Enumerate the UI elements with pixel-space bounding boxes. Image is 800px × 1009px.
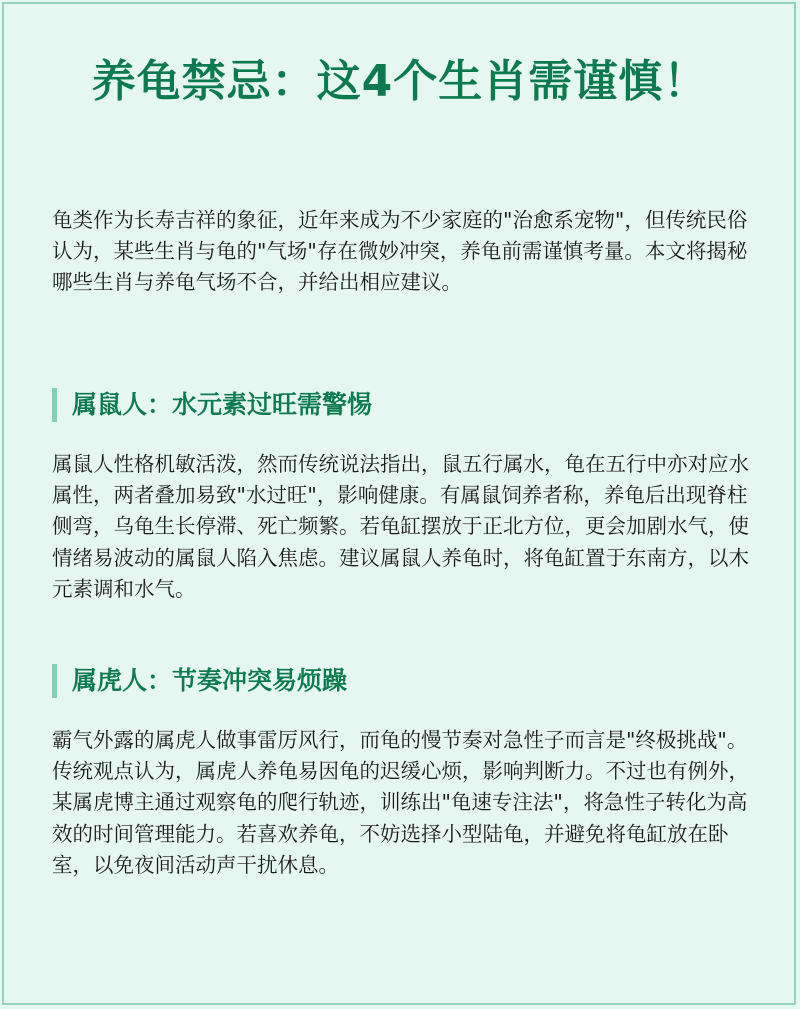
section-heading-rat — [52, 386, 752, 424]
section-body-tiger: 霸气外露的属虎人做事雷厉风行，而龟的慢节奏对急性子而言是"终极挑战"。传统观点认为，属虎人养龟易因龟的迟缓心烦，影响判断力。不过也有例外，某属虎博主通过观察龟的爬行轨迹，训练出"龟速专注法"，将急性子转化为高效的时间管理能力。若喜欢养龟，不妨选择小型陆龟，并避免将龟缸放在卧室，以免夜间活动声干扰休息。 — [52, 728, 749, 877]
heading-accent-bar — [52, 664, 57, 698]
section-body-rat: 属鼠人性格机敏活泼，然而传统说法指出，鼠五行属水，龟在五行中亦对应水属性，两者叠加易致"水过旺"，影响健康。有属鼠饲养者称，养龟后出现脊柱侧弯，乌龟生长停滞、死亡频繁。若龟缸摆放于正北方位，更会加剧水气，使情绪易波动的属鼠人陷入焦虑。建议属鼠人养龟时，将龟缸置于东南方，以木元素调和水气。 — [52, 452, 749, 601]
section-heading-text: 属鼠人：水元素过旺需警惕 — [72, 390, 373, 419]
section-heading-tiger — [52, 662, 752, 700]
intro-paragraph: 龟类作为长寿吉祥的象征，近年来成为不少家庭的"治愈系宠物"，但传统民俗认为，某些生肖与龟的"气场"存在微妙冲突，养龟前需谨慎考量。本文将揭秘哪些生肖与养龟气场不合，并给出相应建议。 — [52, 208, 748, 295]
article-title: 养龟禁忌：这4个生肖需谨慎！ — [91, 56, 709, 107]
section-heading-text: 属虎人：节奏冲突易烦躁 — [72, 666, 348, 695]
heading-accent-bar — [52, 388, 57, 422]
